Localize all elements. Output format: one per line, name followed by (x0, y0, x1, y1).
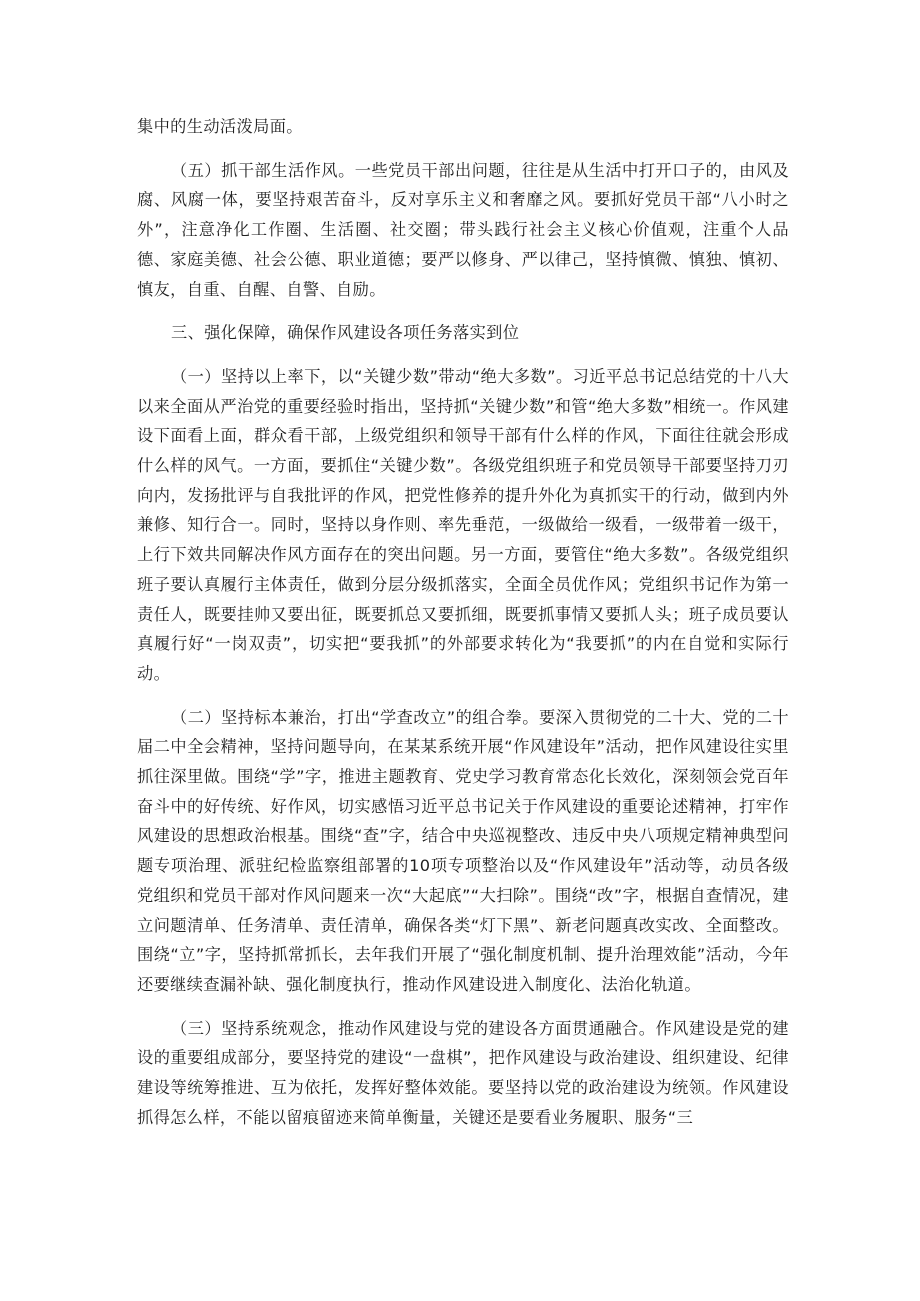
paragraph-section-five-life-style: （五）抓干部生活作风。一些党员干部出问题，往往是从生活中打开口子的，由风及腐、风腐一体，要坚持艰苦奋斗，反对享乐主义和奢靡之风。要抓好党员干部“八小时之外”，注意净化工作圈、生活圈、社交圈；带头践行社会主义核心价值观，注重个人品德、家庭美德、社会公德、职业道德；要严以修身、严以律己，坚持慎微、慎独、慎初、慎友，自重、自醒、自警、自励。 (137, 160, 789, 299)
paragraph-item-three-systemic-view: （三）坚持系统观念，推动作风建设与党的建设各方面贯通融合。作风建设是党的建设的重要组成部分，要坚持党的建设“一盘棋”，把作风建设与政治建设、组织建设、纪律建设等统筹推进、互为依托，发挥好整体效能。要坚持以党的政治建设为统领。作风建设抓得怎么样，不能以留痕留迹来简单衡量，关键还是要看业务履职、服务“三 (137, 1018, 789, 1127)
paragraph-continuation: 集中的生动活泼局面。 (137, 117, 303, 136)
paragraph-item-one-key-minority: （一）坚持以上率下，以“关键少数”带动“绝大多数”。习近平总书记总结党的十八大以来全面从严治党的重要经验时指出，坚持抓“关键少数”和管“绝大多数”相统一。作风建设下面看上面，群众看干部，上级党组织和领导干部有什么样的作风，下面往往就会形成什么样的风气。一方面，要抓住“关键少数”。各级党组织班子和党员领导干部要坚持刀刃向内，发扬批评与自我批评的作风，把党性修养的提升外化为真抓实干的行动，做到内外兼修、知行合一。同时，坚持以身作则、率先垂范，一级做给一级看，一级带着一级干，上行下效共同解决作风方面存在的突出问题。另一方面，要管住“绝大多数”。各级党组织班子要认真履行主体责任，做到分层分级抓落实，全面全员优作风；党组织书记作为第一责任人，既要挂帅又要出征，既要抓总又要抓细，既要抓事情又要抓人头；班子成员要认真履行好“一岗双责”，切实把“要我抓”的外部要求转化为“我要抓”的内在自觉和实际行动。 (137, 366, 789, 683)
paragraph-item-two-study-check-reform: （二）坚持标本兼治，打出“学查改立”的组合拳。要深入贯彻党的二十大、党的二十届二中全会精神，坚持问题导向，在某某系统开展“作风建设年”活动，把作风建设往实里抓往深里做。围绕“学”字，推进主题教育、党史学习教育常态化长效化，深刻领会党百年奋斗中的好传统、好作风，切实感悟习近平总书记关于作风建设的重要论述精神，打牢作风建设的思想政治根基。围绕“查”字，结合中央巡视整改、违反中央八项规定精神典型问题专项治理、派驻纪检监察组部署的10项专项整治以及“作风建设年”活动等，动员各级党组织和党员干部对作风问题来一次“大起底”“大扫除”。围绕“改”字，根据自查情况，建立问题清单、任务清单、责任清单，确保各类“灯下黑”、新老问题真改实改、全面整改。围绕“立”字，坚持抓常抓长，去年我们开展了“强化制度机制、提升治理效能”活动，今年还要继续查漏补缺、强化制度执行，推动作风建设进入制度化、法治化轨道。 (137, 707, 789, 994)
section-heading-three: 三、强化保障，确保作风建设各项任务落实到位 (171, 323, 520, 343)
document-body (137, 112, 789, 1133)
